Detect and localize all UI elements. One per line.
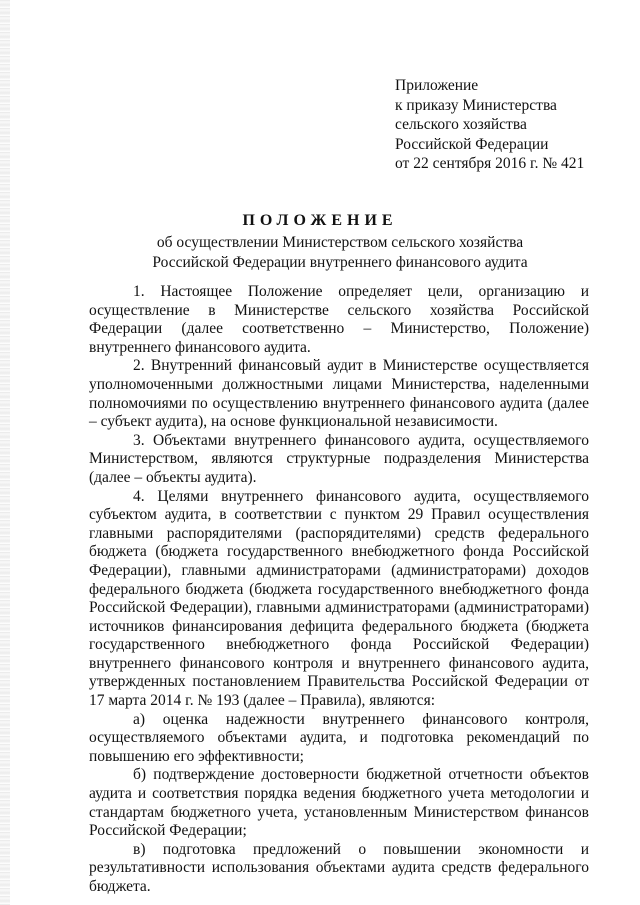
paragraph-1: 1. Настоящее Положение определяет цели, организацию и осуществление в Министерстве сельского хозяйства Российской Федерации (далее соответственно – Министерство, Положение) внутреннего финансового аудита. [89, 283, 589, 356]
approval-stamp [395, 76, 584, 174]
paragraph-4: 4. Целями внутреннего финансового аудита, осуществляемого субъектом аудита, в соответствии с пунктом 29 Правил осуществления главными распорядителями (распорядителями) средств федерального бюджета (бюджета государственного внебюджетного фонда Российской Федерации), главными администраторами (администраторами) доходов федерального бюджета (бюджета государственного внебюджетного фонда Российской Федерации), главными администраторами (администраторами) источников финансирования дефицита федерального бюджета (бюджета государственного внебюджетного фонда Российской Федерации) внутреннего финансового контроля и внутреннего финансового аудита, утвержденных постановлением Правительства Российской Федерации от 17 марта 2014 г. № 193 (далее – Правила), являются: [89, 487, 589, 710]
approval-line: сельского хозяйства [395, 116, 527, 134]
document-title: ПОЛОЖЕНИЕ [242, 212, 398, 229]
approval-line: Российской Федерации [395, 135, 549, 153]
paragraph-2: 2. Внутренний финансовый аудит в Министерстве осуществляется уполномоченными должностными лицами Министерства, наделенными полномочиями по осуществлению внутреннего финансового аудита (далее – субъект аудита), на основе функциональной независимости. [89, 357, 589, 431]
document-body [89, 283, 589, 897]
paragraph-4b: б) подтверждение достоверности бюджетной отчетности объектов аудита и соответствия порядка ведения бюджетного учета методологии и стандартам бюджетного учета, установленным Министерством финансов Российской Федерации; [89, 766, 589, 840]
approval-line: к приказу Министерства [395, 96, 557, 114]
document-subtitle: об осуществлении Министерством сельского хозяйства Российской Федерации внутреннего финансового аудита [152, 234, 528, 271]
paragraph-4a: а) оценка надежности внутреннего финансового контроля, осуществляемого объектами аудита, и подготовка рекомендаций по повышению его эффективности; [89, 710, 589, 765]
scan-edge [0, 0, 10, 905]
approval-line: от 22 сентября 2016 г. № 421 [395, 155, 585, 173]
approval-line: Приложение [395, 77, 479, 94]
paragraph-4c: в) подготовка предложений о повышении экономности и результативности использования объектами аудита средств федерального бюджета. [89, 840, 589, 895]
paragraph-3: 3. Объектами внутреннего финансового аудита, осуществляемого Министерством, являются структурные подразделения Министерства (далее – объекты аудита). [89, 431, 589, 486]
